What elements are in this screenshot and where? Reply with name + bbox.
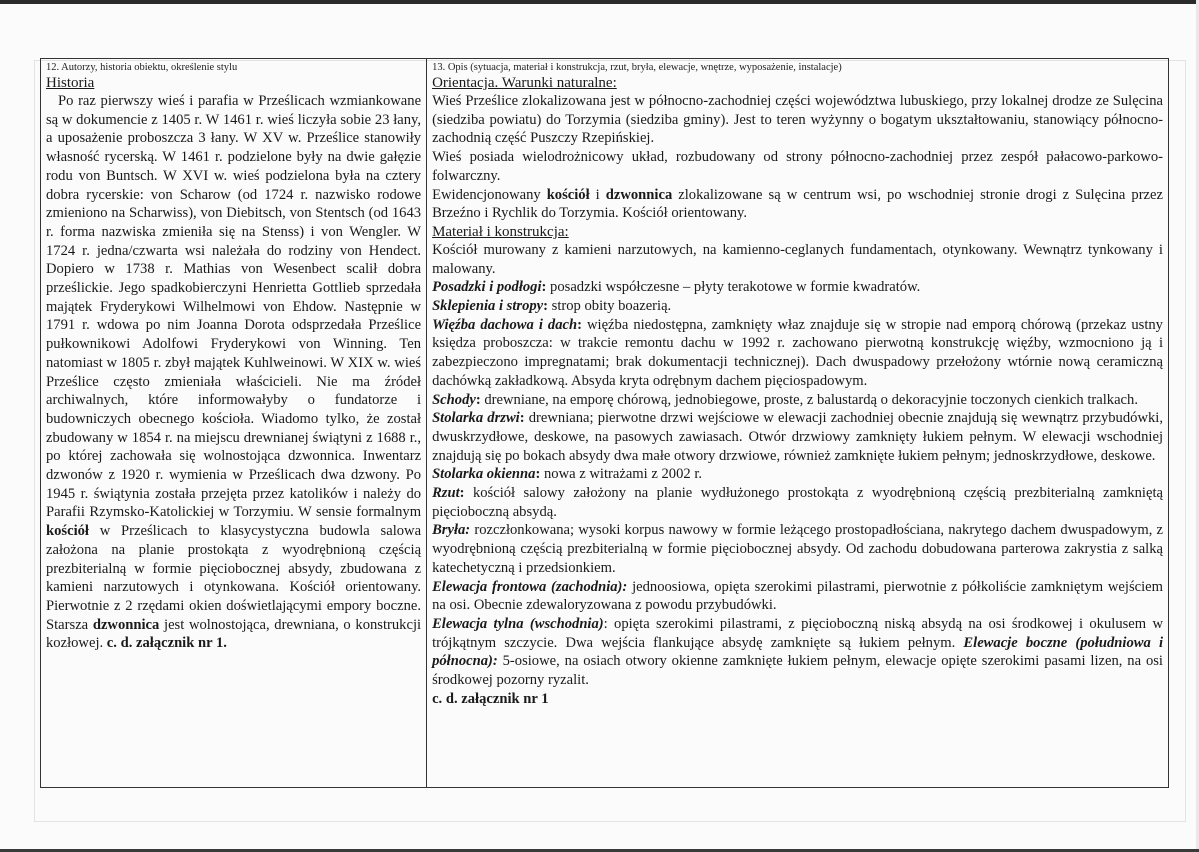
record-form-table xyxy=(40,58,1169,788)
history-bold-belfry: dzwonnica xyxy=(92,616,160,633)
description-cell xyxy=(427,59,1169,788)
history-bold-church: kościół xyxy=(46,523,89,540)
history-text-1: Po raz pierwszy wieś i parafia w Prześlicach wzmiankowane są w dokumencie z 1405 r. W 1461 r. wieś liczyła sobie 23 łany, a uposażenie proboszcza 3 łany. W XV w. Prześlice stanowiły własność rycerską. W 1461 r. podzielone były na dwie gałęzie rodu von Buntsch. W XVI w. wieś podzielona była na cztery dobra rycerskie: von Scharow (od 1724 r. nazwisko rodowe zmieniono na Scharwiss), von Diebitsch, von Stentsch (od 1643 r. forma nazwiska zmieniła się na Stenss) i von Wengler. W 1724 r. jedna/czwarta wsi należała do rodziny von Hendect. Dopiero w 1738 r. Mathias von Wesenbect scalił dobra prześlickie. Jego spadkobierczyni Henrietta Gottlieb sprzedała majątek Fryderykowi Wilhelmowi von Ehdow. Następnie w 1791 r. wdowa po nim Joanna Dorota odsprzedała Prześlice pułkownikowi Adolfowi Fryderykowi von Winning. Ten natomiast w 1805 r. zbył majątek Kuhlweinowi. W XIX w. wieś Prześlice często zmieniała właścicieli. Nie ma źródeł archiwalnych, które informowałyby o fundatorze i budowniczych obecnego kościoła. Wiadomo tylko, że został zbudowany w 1854 r. na miejscu drewnianej świątyni z 1688 r., po której zachowała się wolnostojąca dzwonnica. Inwentarz dzwonów z 1920 r. wymienia w Prześlicach dwa dzwony. Po 1945 r. świątynia została przejęta przez katolików i należy do Parafii Rzymsko-Katolickiej w Torzymiu. W sensie formalnym xyxy=(46,93,422,521)
item-text: więźba niedostępna, zamknięty właz znajduje się w stropie nad emporą chórową (przekaz ustny księdza proboszcza: w trakcie remontu dachu w 1992 r. zachowano pierwotną konstrukcję więźby, wzmocniono ją i zabezpieczono impregnatami; brak dokumentacji technicznej). Dach dwuspadowy przełożony wtórnie nową ceramiczną dachówką zakładkową. Absyda kryta odrębnym dachem pięciospadowym. xyxy=(432,316,1163,389)
orientation-bold-church: kościół xyxy=(546,186,590,203)
field-12-label: 12. Autorzy, historia obiektu, określenie stylu xyxy=(46,62,238,73)
item-label: Więźba dachowa i dach xyxy=(432,316,578,333)
orientation-bold-belfry: dzwonnica xyxy=(605,186,673,203)
item-label: Elewacja frontowa (zachodnia): xyxy=(432,578,628,595)
history-text-3: jest wolnostojąca, drewniana, o konstrukcji kozłowej. xyxy=(46,616,422,652)
orientation-text-d: zlokalizowane są w centrum wsi, po wschodniej stronie drogi z Sulęcina przez Brzeźno i Rychlik do Torzymia. Kościół orientowany. xyxy=(432,186,1163,222)
item-stairs xyxy=(432,391,1163,410)
history-cell xyxy=(41,59,427,788)
side-elevations-text: 5-osiowe, na osiach otwory okienne zamknięte łukiem pełnym, elewacje opięte szerokimi pasami lizen, na osi środkowej pozorny ryzalit. xyxy=(432,653,1163,689)
orientation-text-c: i xyxy=(589,186,606,203)
item-label: Bryła: xyxy=(432,522,471,539)
scan-edge-top xyxy=(0,0,1199,4)
item-text: posadzki współczesne – płyty terakotowe w formie kwadratów. xyxy=(550,279,921,296)
item-sep: : xyxy=(459,485,473,502)
item-vaults xyxy=(432,297,1163,316)
material-title: Materiał i konstrukcja: xyxy=(432,223,569,240)
rear-elevation-label: Elewacja tylna (wschodnia) xyxy=(432,615,604,632)
item-sep: : xyxy=(535,466,544,483)
item-floors xyxy=(432,278,1163,297)
item-text: strop obity boazerią. xyxy=(551,298,672,315)
item-text: drewniane, na emporę chórową, jednobiegowe, proste, z balustardą o dekoracyjnie toczonych cienkich tralkach. xyxy=(484,391,1138,408)
history-text-2: w Prześlicach to klasycystyczna budowla salowa założona na planie prostokąta z wyodrębnioną częścią prezbiterialną w formie pięciobocznej absydy, zbudowana z kamieni narzutowych i otynkowana. Kościół orientowany. Pierwotnie z 2 rzędami okien doświetlającymi empory boczne. Starsza xyxy=(46,523,422,633)
orientation-title: Orientacja. Warunki naturalne: xyxy=(432,75,617,91)
item-label: Stolarka okienna xyxy=(432,466,536,483)
item-plan xyxy=(432,484,1163,521)
description-continuation xyxy=(432,690,1163,709)
item-front-elevation xyxy=(432,578,1163,615)
item-text: rozczłonkowana; wysoki korpus nawowy w formie leżącego prostopadłościana, nakrytego dachem dwuspadowym, z wyodrębnioną częścią prezbiterialną w formie pięciobocznej absydy. Od zachodu dobudowana parterowa zakrystia z salką katechetyczną i przedsionkiem. xyxy=(432,522,1163,576)
item-sep: : xyxy=(543,298,552,315)
document-sheet xyxy=(40,58,1177,847)
item-sep: : xyxy=(541,279,551,296)
field-13-label: 13. Opis (sytuacja, materiał i konstrukcja, rzut, bryła, elewacje, wnętrze, wyposażenie, instalacje) xyxy=(432,62,842,73)
item-sep: : xyxy=(577,316,587,333)
item-label: Rzut xyxy=(432,485,460,502)
orientation-text-a: Ewidencjonowany xyxy=(432,186,547,203)
rear-elevation-text: : opięta szerokimi pilastrami, z pięcioboczną niską absydą na osi środkowej i okulusem w trójkątnym szczycie. Dwa wejścia flankujące absydę zamknięte są łukiem pełnym. xyxy=(432,615,1164,651)
continuation-note: c. d. załącznik nr 1 xyxy=(432,690,549,707)
item-text: nowa z witrażami z 2002 r. xyxy=(543,466,703,483)
orientation-p2: Wieś posiada wielodrożnicowy układ, rozbudowany od strony północno-zachodniej przez zespół pałacowo-parkowo-folwarczny. xyxy=(432,149,1163,184)
orientation-p1: Wieś Prześlice zlokalizowana jest w północno-zachodniej części województwa lubuskiego, przy lokalnej drodze ze Sulęcina (siedziba powiatu) do Torzymia (siedziba gminy). Jest to teren wyżynny o bogatym ukształtowaniu, stanowiący północno-zachodnią część Puszczy Rzepińskiej. xyxy=(432,93,1163,147)
item-sep: : xyxy=(519,410,529,427)
item-massing xyxy=(432,521,1163,577)
item-text: kościół salowy założony na planie wydłużonego prostokąta z wyodrębnioną częścią prezbiterialną zamkniętą pięcioboczną absydą. xyxy=(432,485,1163,520)
item-windows xyxy=(432,465,1163,484)
item-text: drewniana; pierwotne drzwi wejściowe w elewacji zachodniej obecnie znajdują się wewnątrz przybudówki, dwuskrzydłowe, deskowe, na pasowych zawiasach. Otwór drzwiowy zamknięty łukiem pełnym. W elewacji wschodniej znajdują się po bokach absydy dwa małe otwory drzwiowe, również zamknięte łukiem pełnym; jednoskrzydłowe, deskowe. xyxy=(432,410,1163,464)
material-p1: Kościół murowany z kamieni narzutowych, na kamienno-ceglanych fundamentach, otynkowany. Wewnątrz tynkowany i malowany. xyxy=(432,241,1163,277)
orientation-p3 xyxy=(432,186,1163,223)
item-label: Schody xyxy=(432,391,476,408)
history-continuation: c. d. załącznik nr 1. xyxy=(106,635,227,652)
side-elevations-label: Elewacje boczne (południowa i północna): xyxy=(432,634,1163,670)
item-doors xyxy=(432,409,1163,465)
item-label: Sklepienia i stropy xyxy=(432,298,544,315)
item-label: Stolarka drzwi xyxy=(432,410,520,427)
history-paragraph xyxy=(46,92,421,653)
item-sep: : xyxy=(475,391,485,408)
history-title: Historia xyxy=(46,75,95,91)
item-roof xyxy=(432,316,1163,391)
item-label: Posadzki i podłogi xyxy=(432,279,542,296)
item-rear-side-elevations xyxy=(432,615,1163,690)
item-text: jednoosiowa, opięta szerokimi pilastrami, pierwotnie z półkoliście zamkniętym wejściem na osi. Obecnie zdewaloryzowana z powodu przybudówki. xyxy=(432,578,1164,614)
